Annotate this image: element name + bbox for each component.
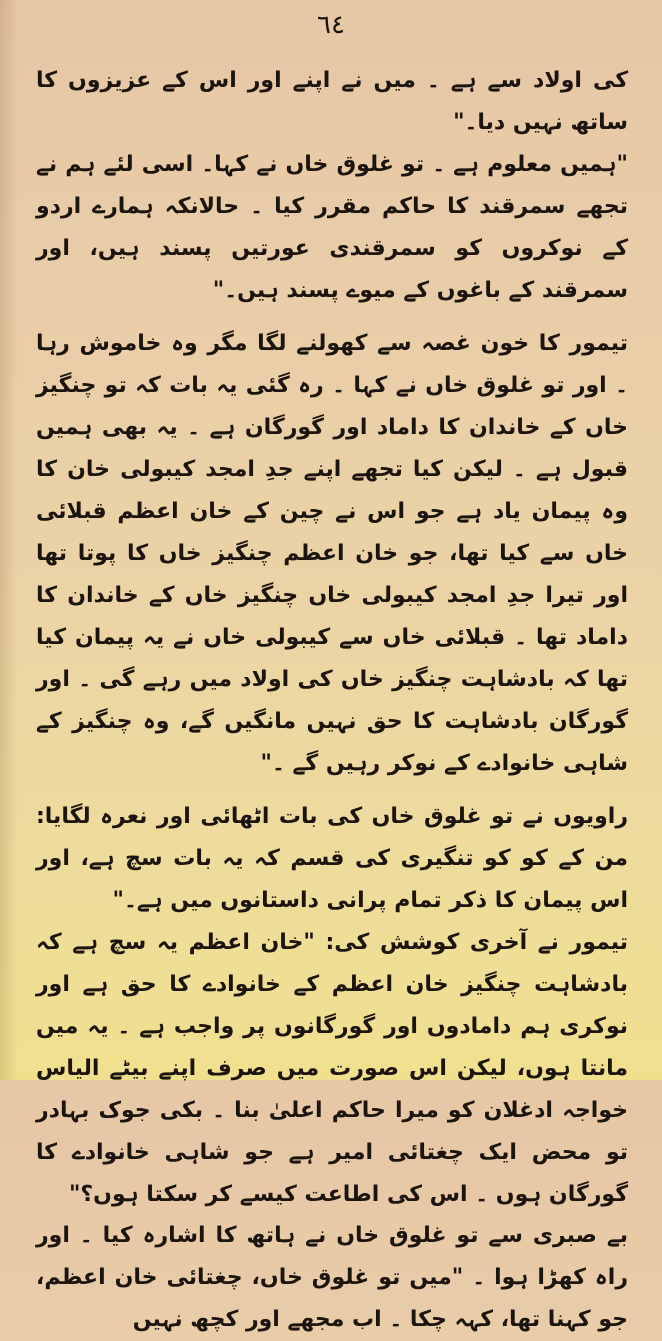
paragraph: تیمور کا خون غصہ سے کھولنے لگا مگر وہ خاموش رہا ۔ اور تو غلوق خاں نے کہا ۔ رہ گئی یہ بات کہ تو چنگیز خاں کے خاندان کا داماد اور گورگان ہے ۔ یہ بھی ہمیں قبول ہے ۔ لیکن کیا تجھے اپنے جدِ امجد کیبولی خان کا وہ پیمان یاد ہے جو اس نے چین کے خان اعظم قبلائی خاں سے کیا تھا، جو خان اعظم چنگیز خاں کا پوتا تھا اور تیرا جدِ امجد کیبولی خاں چنگیز خاں کے خاندان کا داماد تھا ۔ قبلائی خاں سے کیبولی خاں نے یہ پیمان کیا تھا کہ بادشاہت چنگیز خاں کی اولاد میں رہے گی ۔ اور گورگان بادشاہت کا حق نہیں مانگیں گے، وہ چنگیز کے شاہی خانوادے کے نوکر رہیں گے ۔" bbox=[36, 331, 628, 776]
page-binding-shadow bbox=[0, 0, 18, 1080]
paragraph: "ہمیں معلوم ہے ۔ تو غلوق خاں نے کہا۔ اسی لئے ہم نے تجھے سمرقند کا حاکم مقرر کیا ۔ حالانکہ ہمارے اردو کے نوکروں کو سمرقندی عورتیں پسند ہیں، اور سمرقند کے باغوں کے میوے پسند ہیں۔" bbox=[36, 151, 628, 303]
paragraph: کی اولاد سے ہے ۔ میں نے اپنے اور اس کے عزیزوں کا ساتھ نہیں دیا۔" bbox=[36, 68, 628, 135]
page-number: ٦٤ bbox=[317, 10, 345, 40]
paragraph: راویوں نے تو غلوق خاں کی بات اٹھائی اور نعرہ لگایا: من کے کو کو تنگیری کی قسم کہ یہ بات سچ ہے، اور اس پیمان کا ذکر تمام پرانی داستانوں میں ہے۔" bbox=[36, 804, 628, 914]
paragraph: بے صبری سے تو غلوق خاں نے ہاتھ کا اشارہ کیا ۔ اور راہ کھڑا ہوا ۔ "میں تو غلوق خاں، چغتائی خان اعظم، جو کہنا تھا، کہہ چکا ۔ اب مجھے اور کچھ نہیں bbox=[36, 1223, 628, 1333]
page-body-text bbox=[36, 60, 628, 1341]
paragraph: تیمور نے آخری کوشش کی: "خان اعظم یہ سچ ہے کہ بادشاہت چنگیز خان اعظم کے خانوادے کا حق ہے اور نوکری ہم دامادوں اور گورگانوں پر واجب ہے ۔ یہ میں مانتا ہوں، لیکن اس صورت میں صرف اپنے بیٹے الیاس خواجہ ادغلان کو میرا حاکم اعلیٰ بنا ۔ بکی جوک بہادر تو محض ایک چغتائی امیر ہے جو شاہی خانوادے کا گورگان ہوں ۔ اس کی اطاعت کیسے کر سکتا ہوں؟" bbox=[36, 930, 628, 1207]
